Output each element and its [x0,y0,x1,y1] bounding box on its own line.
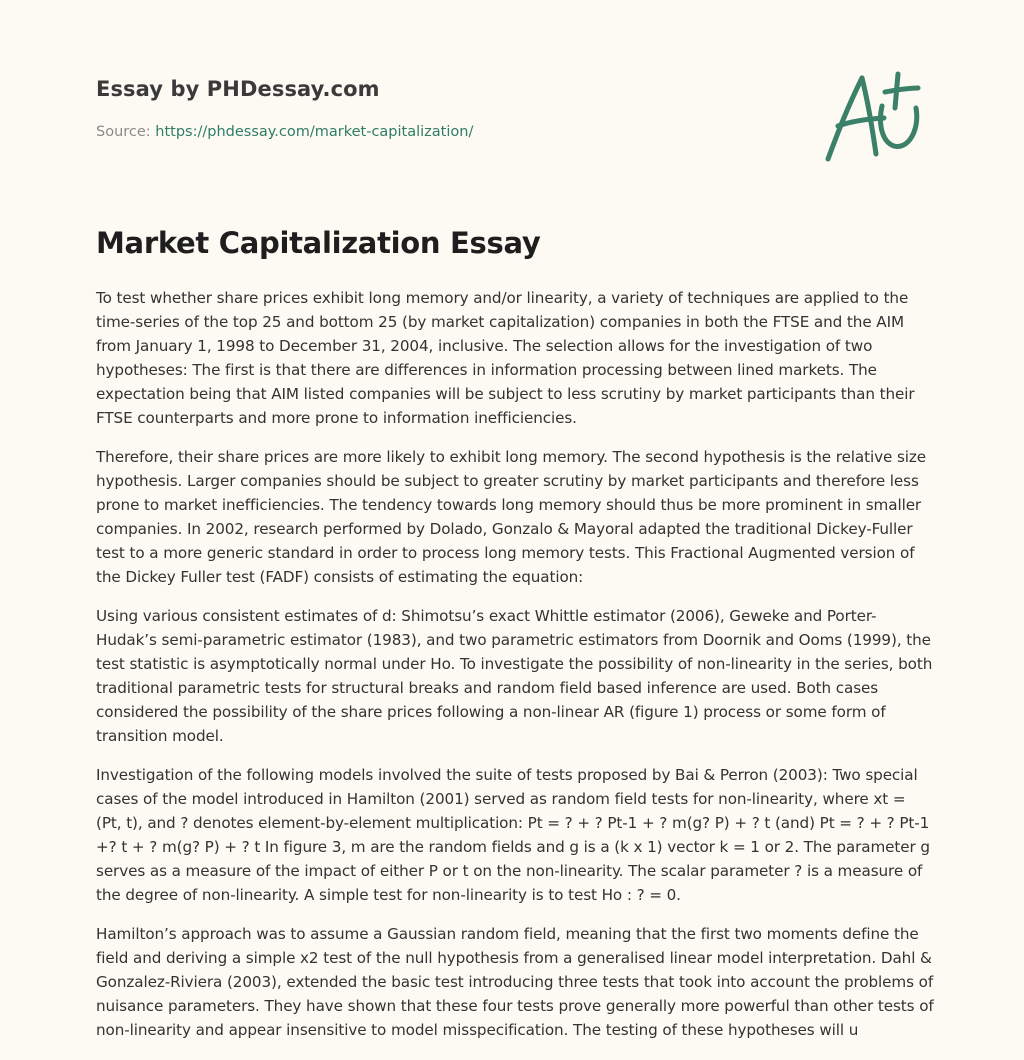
source-link[interactable]: https://phdessay.com/market-capitalization/ [155,124,474,140]
essay-paragraph: Therefore, their share prices are more likely to exhibit long memory. The second hypothesis is the relative size hypothesis. Larger companies should be subject to greater scrutiny by market participants and therefore less prone to market inefficiencies. The tendency towards long memory should thus be more prominent in smaller companies. In 2002, research performed by Dolado, Gonzalo & Mayoral adapted the traditional Dickey-Fuller test to a more generic standard in order to process long memory tests. This Fractional Augmented version of the Dickey Fuller test (FADF) consists of estimating the equation: [96,448,927,586]
essay-paragraph: Investigation of the following models involved the suite of tests proposed by Bai & Perron (2003): Two special cases of the model introduced in Hamilton (2001) served as random field tests for non-linearity, where xt = (Pt, t), and ? denotes element-by-element multiplication: Pt = ? + ? Pt-1 + ? m(g? P) + ? t (and) Pt = ? + ? Pt-1 +? t + ? m(g? P) + ? t In figure 3, m are the random fields and g is a (k x 1) vector k = 1 or 2. The parameter g serves as a measure of the impact of either P or t on the non-linearity. The scalar parameter ? is a measure of the degree of non-linearity. A simple test for non-linearity is to test Ho : ? = 0. [96,766,930,904]
essay-paragraph: Hamilton’s approach was to assume a Gaussian random field, meaning that the first two moments define the field and deriving a simple x2 test of the null hypothesis from a generalised linear model interpretation. Dahl & Gonzalez-Riviera (2003), extended the basic test introducing three tests that took into account the problems of nuisance parameters. They have shown that these four tests prove generally more powerful than other tests of non-linearity and appear insensitive to model misspecification. The testing of these hypotheses will u [96,925,934,1039]
site-brand: Essay by PHDessay.com [96,77,380,101]
essay-paragraph: To test whether share prices exhibit long memory and/or linearity, a variety of techniques are applied to the time-series of the top 25 and bottom 25 (by market capitalization) companies in both the FTSE and the AIM from January 1, 1998 to December 31, 2004, inclusive. The selection allows for the investigation of two hypotheses: The first is that there are differences in information processing between lined markets. The expectation being that AIM listed companies will be subject to less scrutiny by market participants than their FTSE counterparts and more prone to information inefficiencies. [96,289,915,427]
essay-title: Market Capitalization Essay [96,226,541,260]
source-line [96,124,473,140]
essay-body [96,286,934,1057]
essay-paragraph: Using various consistent estimates of d: Shimotsu’s exact Whittle estimator (2006), Geweke and Porter-Hudak’s semi-parametric estimator (1983), and two parametric estimators from Doornik and Ooms (1999), the test statistic is asymptotically normal under Ho. To investigate the possibility of non-linearity in the series, both traditional parametric tests for structural breaks and random field based inference are used. Both cases considered the possibility of the share prices following a non-linear AR (figure 1) process or some form of transition model. [96,607,933,745]
a-plus-logo-icon [822,66,926,166]
source-label: Source: [96,124,156,140]
page-header [96,0,936,190]
essay-page [96,0,936,1039]
